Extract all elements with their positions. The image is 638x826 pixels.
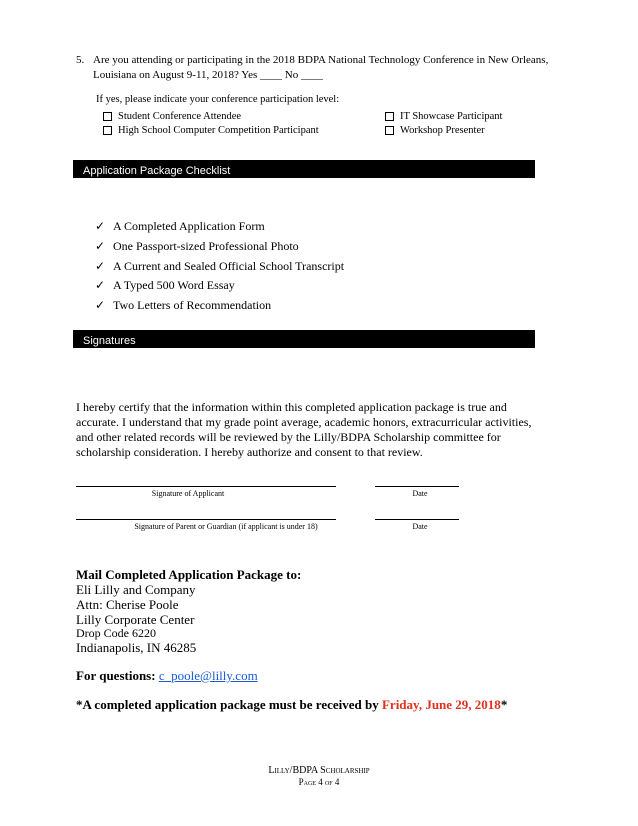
applicant-signature-line[interactable]	[76, 486, 336, 487]
signatures-header	[73, 330, 535, 348]
parent-signature-label: Signature of Parent or Guardian (if applicant is under 18)	[134, 522, 318, 531]
option-label: High School Computer Competition Participant	[118, 125, 319, 136]
checklist-item-label: A Completed Application Form	[113, 219, 265, 233]
checklist-item-label: One Passport-sized Professional Photo	[113, 239, 299, 253]
parent-date-label: Date	[412, 522, 428, 531]
applicant-signature-label: Signature of Applicant	[151, 489, 225, 498]
option-hs-competition[interactable]	[103, 125, 319, 136]
checklist-header	[73, 160, 535, 178]
checkmark-icon: ✓	[95, 298, 106, 312]
question-text: Are you attending or participating in the 2018 BDPA National Technology Conference in New Orleans, Louisiana on August 9-11, 2018? Yes ____ No ____	[93, 54, 549, 81]
deadline-notice	[76, 697, 507, 712]
option-it-showcase[interactable]	[385, 111, 502, 122]
mail-heading: Mail Completed Application Package to:	[76, 567, 302, 582]
checklist-item	[95, 239, 299, 254]
checkmark-icon: ✓	[95, 239, 106, 253]
applicant-date-label: Date	[412, 489, 428, 498]
address-line: Lilly Corporate Center	[76, 612, 195, 627]
checklist-item	[95, 298, 271, 313]
applicant-date-line[interactable]	[375, 486, 459, 487]
option-label: IT Showcase Participant	[400, 111, 503, 122]
deadline-date: Friday, June 29, 2018	[381, 697, 501, 712]
deadline-suffix: *	[500, 697, 508, 712]
parent-date-line[interactable]	[375, 519, 459, 520]
parent-signature-line[interactable]	[76, 519, 336, 520]
checklist-item	[95, 259, 344, 274]
option-student-attendee[interactable]	[103, 111, 241, 122]
option-label: Workshop Presenter	[400, 125, 485, 136]
checkmark-icon: ✓	[95, 259, 106, 273]
question-number: 5.	[76, 54, 85, 66]
participation-prompt: If yes, please indicate your conference participation level:	[96, 94, 340, 105]
checklist-item-label: Two Letters of Recommendation	[113, 298, 272, 312]
checklist-header-label: Application Package Checklist	[83, 165, 231, 177]
address-line: Drop Code 6220	[76, 626, 156, 640]
footer-page-number: Page 4 of 4	[298, 777, 340, 787]
certification-statement: I hereby certify that the information within this completed application package is true and accurate. I understand that my grade point average, academic honors, extracurricular activities, and other related records will be reviewed by the Lilly/BDPA Scholarship committee for scholarship consideration. I hereby authorize and consent to that review.	[76, 400, 532, 459]
questions-label: For questions:	[76, 668, 156, 683]
checkmark-icon: ✓	[95, 219, 106, 233]
checkmark-icon: ✓	[95, 278, 106, 292]
checkbox-icon[interactable]	[103, 112, 112, 121]
checkbox-icon[interactable]	[385, 112, 394, 121]
option-label: Student Conference Attendee	[118, 111, 242, 122]
address-line: Indianapolis, IN 46285	[76, 640, 197, 655]
checklist-item-label: A Typed 500 Word Essay	[113, 278, 235, 292]
contact-email-link[interactable]: c_poole@lilly.com	[158, 668, 258, 683]
address-line: Attn: Cherise Poole	[76, 597, 179, 612]
deadline-prefix: *A completed application package must be received by	[76, 697, 382, 712]
address-line: Eli Lilly and Company	[76, 582, 196, 597]
footer-title: Lilly/BDPA Scholarship	[268, 765, 370, 776]
questions-line	[76, 668, 258, 683]
signatures-header-label: Signatures	[83, 335, 136, 347]
checkbox-icon[interactable]	[385, 126, 394, 135]
checkbox-icon[interactable]	[103, 126, 112, 135]
checklist-item-label: A Current and Sealed Official School Transcript	[113, 259, 345, 273]
checklist-item	[95, 278, 235, 293]
option-workshop-presenter[interactable]	[385, 125, 485, 136]
checklist-item	[95, 219, 265, 234]
